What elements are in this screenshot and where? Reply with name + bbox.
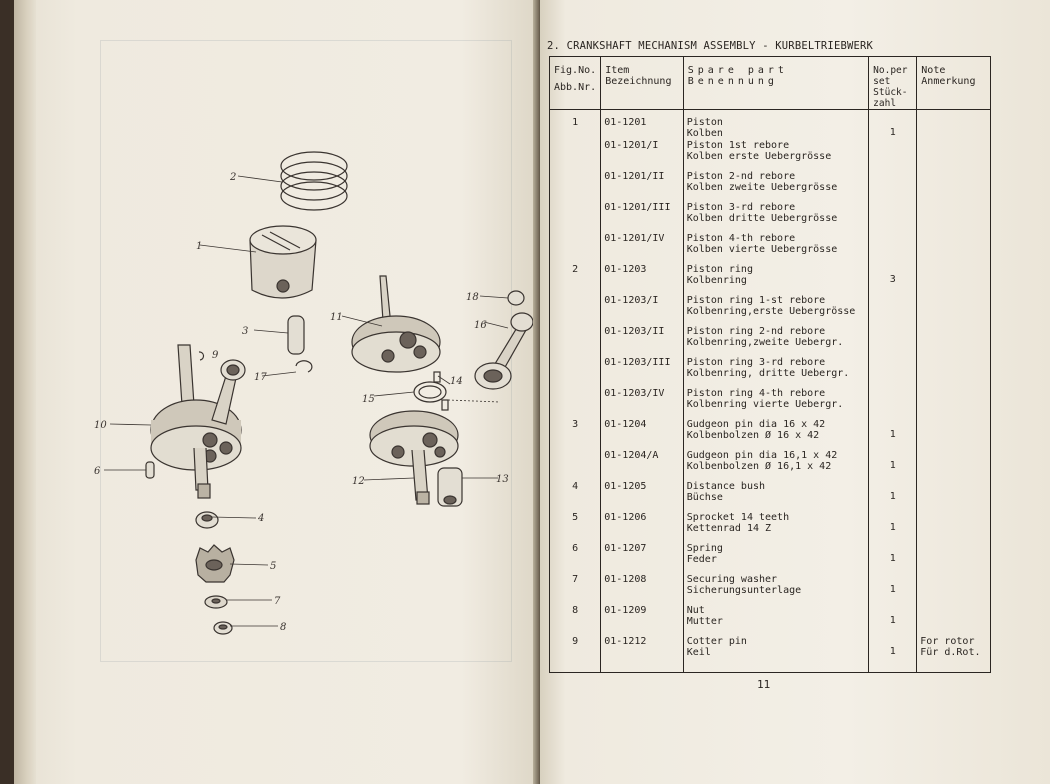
spare-part-cell-text: Keil	[686, 646, 711, 658]
callout-label: 4	[258, 513, 265, 524]
item-number-cell	[604, 203, 679, 234]
quantity-cell-text	[872, 389, 913, 399]
note-cell	[920, 141, 987, 172]
item-number-cell-text: 01-1203/I	[604, 295, 659, 306]
quantity-cell	[872, 358, 913, 389]
column-header-item: Item Bezeichnung	[601, 57, 683, 110]
spare-part-cell-text: Gudgeon pin dia 16 x 42	[686, 419, 826, 430]
quantity-cell	[872, 203, 913, 234]
quantity-cell	[872, 606, 913, 637]
callout-label: 3	[242, 326, 249, 337]
spare-part-cell	[687, 110, 865, 141]
spare-part-cell-text: Kolbenring,zweite Uebergr.	[686, 336, 844, 348]
note-cell	[920, 513, 987, 544]
fig-number-cell-text: 9	[572, 636, 579, 647]
spare-part-cell-text: Kolbenring vierte Uebergr.	[686, 398, 844, 410]
spare-part-cell-text: Sprocket 14 teeth	[686, 512, 790, 523]
item-number-cell	[604, 420, 679, 451]
item-number-cell-text: 01-1209	[604, 605, 647, 616]
callout-label: 2	[230, 172, 237, 183]
note-cell	[920, 637, 987, 668]
spare-part-cell-text: Distance bush	[686, 481, 766, 492]
quantity-cell	[872, 513, 913, 544]
item-number-cell-text: 01-1205	[604, 481, 647, 492]
gudgeon-pin-drawing	[288, 316, 304, 354]
fig-number-cell-text: 6	[572, 543, 579, 554]
item-number-cell	[604, 110, 679, 141]
nut-drawing	[214, 622, 232, 634]
callout-label: 9	[212, 350, 219, 361]
note-cell	[920, 296, 987, 327]
note-cell-text: For rotor	[920, 636, 975, 647]
item-number-cell	[604, 234, 679, 265]
note-cell	[920, 544, 987, 575]
spare-part-cell-text: Piston ring 2-nd rebore	[686, 326, 826, 337]
callout-label: 17	[254, 372, 267, 383]
section-title: 2. CRANKSHAFT MECHANISM ASSEMBLY - KURBELTRIEBWERK	[547, 40, 874, 52]
quantity-cell	[872, 296, 913, 327]
fig-number-cell-text: 7	[572, 574, 579, 585]
spare-parts-table	[549, 56, 991, 673]
crank-bush-drawing	[438, 468, 462, 506]
item-number-cell-text: 01-1203/IV	[604, 388, 665, 399]
callout-label: 13	[496, 474, 509, 485]
note-cell	[920, 420, 987, 451]
note-cell	[920, 265, 987, 296]
spare-part-cell-text: Kolbenring, dritte Uebergr.	[686, 367, 850, 379]
spare-part-cell	[687, 420, 865, 451]
small-bearing-drawing	[508, 291, 524, 305]
item-number-cell	[604, 451, 679, 482]
fig-number-cell	[553, 234, 597, 265]
item-number-cell-text: 01-1201/I	[604, 140, 659, 151]
sprocket-drawing	[196, 545, 234, 582]
note-cell	[920, 482, 987, 513]
item-number-cell	[604, 327, 679, 358]
securing-washer-drawing	[205, 596, 227, 608]
spare-part-cell	[687, 296, 865, 327]
spare-part-cell	[687, 575, 865, 606]
note-cell	[920, 203, 987, 234]
quantity-cell-text: 1	[889, 646, 896, 657]
callout-label: 18	[466, 292, 479, 303]
callout-label: 10	[94, 420, 107, 431]
quantity-cell-text: 3	[889, 274, 896, 285]
callout-label: 16	[474, 320, 487, 331]
item-number-cell-text: 01-1201/II	[604, 171, 665, 182]
fig-number-cell	[553, 420, 597, 451]
item-number-cell-text: 01-1201/IV	[604, 233, 665, 244]
callout-label: 5	[270, 561, 277, 572]
fig-number-cell	[553, 327, 597, 358]
spare-part-cell	[687, 482, 865, 513]
fig-number-cell	[553, 265, 597, 296]
spare-part-cell	[687, 265, 865, 296]
quantity-cell	[872, 482, 913, 513]
spare-part-cell-text: Gudgeon pin dia 16,1 x 42	[686, 450, 838, 461]
callout-label: 14	[450, 376, 463, 387]
quantity-cell	[872, 389, 913, 420]
spare-part-cell-text: Piston 2-nd rebore	[686, 171, 796, 182]
item-number-cell	[604, 482, 679, 513]
quantity-cell-text: 1	[889, 127, 896, 138]
note-cell	[920, 389, 987, 420]
quantity-cell-text	[872, 234, 913, 244]
spare-part-cell	[687, 513, 865, 544]
spare-part-cell-text: Nut	[686, 605, 705, 616]
spare-part-cell-text: Mutter	[686, 615, 723, 627]
small-pin-drawing-2	[442, 400, 448, 410]
note-cell-text: Für d.Rot.	[920, 646, 981, 658]
note-cell	[920, 606, 987, 637]
note-column	[917, 110, 991, 673]
fig-number-cell-text: 5	[572, 512, 579, 523]
column-header-fig-no: Fig.No. Abb.Nr.	[550, 57, 601, 110]
fig-number-cell	[553, 172, 597, 203]
fig-number-cell	[553, 513, 597, 544]
quantity-cell	[872, 141, 913, 172]
item-number-cell	[604, 296, 679, 327]
spare-part-cell-text: Piston ring 3-rd rebore	[686, 357, 826, 368]
spare-part-cell-text: Piston ring	[686, 264, 753, 275]
quantity-cell	[872, 110, 913, 141]
quantity-cell	[872, 172, 913, 203]
item-number-cell	[604, 513, 679, 544]
fig-number-cell	[553, 358, 597, 389]
fig-number-cell-text: 4	[572, 481, 579, 492]
item-number-cell	[604, 606, 679, 637]
item-number-cell	[604, 544, 679, 575]
item-number-cell-text: 01-1208	[604, 574, 647, 585]
page-number: 11	[757, 678, 771, 691]
thrust-washer-drawing	[414, 382, 446, 402]
table-body	[550, 110, 991, 673]
callout-label: 1	[196, 241, 203, 252]
item-number-cell	[604, 389, 679, 420]
note-cell	[920, 234, 987, 265]
cotter-pin-drawing	[199, 352, 204, 360]
fig-number-cell	[553, 296, 597, 327]
spare-part-cell-text: Piston 1st rebore	[686, 140, 790, 151]
fig-number-cell-text: 2	[572, 264, 579, 275]
item-number-cell-text: 01-1201/III	[604, 202, 671, 213]
column-header-note: Note Anmerkung	[917, 57, 991, 110]
spare-part-cell	[687, 234, 865, 265]
spare-part-cell-text: Büchse	[686, 491, 723, 503]
item-number-cell-text: 01-1204/A	[604, 450, 659, 461]
item-number-cell	[604, 358, 679, 389]
spare-part-cell-text: Feder	[686, 553, 717, 565]
quantity-cell-text: 1	[889, 522, 896, 533]
item-number-cell	[604, 575, 679, 606]
spare-part-cell	[687, 141, 865, 172]
spare-part-cell-text: Piston	[686, 117, 723, 128]
quantity-cell	[872, 544, 913, 575]
fig-number-cell-text: 8	[572, 605, 579, 616]
column-header-quantity: No.per set Stück- zahl	[869, 57, 917, 110]
note-cell	[920, 575, 987, 606]
spare-part-cell-text: Kolbenbolzen Ø 16,1 x 42	[686, 460, 832, 472]
fig-number-cell-text: 1	[572, 117, 579, 128]
spare-part-column	[683, 110, 868, 673]
callout-label: 12	[352, 476, 365, 487]
spare-part-cell	[687, 172, 865, 203]
spare-part-cell-text: Kolben vierte Uebergrösse	[686, 243, 838, 255]
fig-number-cell	[553, 575, 597, 606]
piston-ring-drawing	[281, 152, 347, 210]
quantity-cell	[872, 265, 913, 296]
item-number-cell-text: 01-1206	[604, 512, 647, 523]
spare-part-cell-text: Kolbenring,erste Uebergrösse	[686, 305, 856, 317]
spare-part-cell-text: Kolbenring	[686, 274, 747, 286]
callout-label: 7	[274, 596, 281, 607]
callout-label: 8	[280, 622, 287, 633]
note-cell	[920, 358, 987, 389]
fig-number-cell	[553, 544, 597, 575]
piston-drawing	[250, 226, 316, 298]
fig-number-cell	[553, 110, 597, 141]
quantity-cell-text	[872, 172, 913, 182]
spring-drawing	[146, 462, 154, 478]
fig-number-cell-text: 3	[572, 419, 579, 430]
quantity-column	[869, 110, 917, 673]
spare-part-cell	[687, 358, 865, 389]
quantity-cell-text: 1	[889, 460, 896, 471]
connecting-rod-drawing	[212, 360, 245, 424]
quantity-cell	[872, 420, 913, 451]
fig-number-cell	[553, 203, 597, 234]
spare-part-cell-text: Kolben	[686, 127, 723, 139]
quantity-cell-text: 1	[889, 429, 896, 440]
callout-label: 11	[330, 312, 343, 323]
note-cell	[920, 172, 987, 203]
column-header-spare-part: Spare part Benennung	[683, 57, 868, 110]
circlip-drawing	[296, 361, 312, 372]
spare-part-cell-text: Piston 3-rd rebore	[686, 202, 796, 213]
item-column	[601, 110, 683, 673]
quantity-cell-text	[872, 141, 913, 151]
quantity-cell-text	[872, 296, 913, 306]
distance-bush-drawing	[196, 512, 218, 528]
spare-part-cell-text: Spring	[686, 543, 723, 554]
quantity-cell	[872, 327, 913, 358]
fig-number-cell	[553, 482, 597, 513]
spare-part-cell-text: Piston ring 1-st rebore	[686, 295, 826, 306]
quantity-cell-text	[872, 358, 913, 368]
callout-label: 15	[362, 394, 375, 405]
quantity-cell-text	[872, 327, 913, 337]
fig-number-cell	[553, 637, 597, 668]
spare-part-cell-text: Kolbenbolzen Ø 16 x 42	[686, 429, 820, 441]
note-cell	[920, 110, 987, 141]
item-number-cell-text: 01-1203/II	[604, 326, 665, 337]
fig-number-cell	[553, 606, 597, 637]
note-cell	[920, 327, 987, 358]
callout-label: 6	[94, 466, 101, 477]
fig-column	[550, 110, 601, 673]
item-number-cell-text: 01-1203/III	[604, 357, 671, 368]
spare-part-cell	[687, 544, 865, 575]
spare-part-cell-text: Kolben dritte Uebergrösse	[686, 212, 838, 224]
spare-part-cell	[687, 389, 865, 420]
spare-part-cell-text: Kolben erste Uebergrösse	[686, 150, 832, 162]
spare-part-cell	[687, 327, 865, 358]
quantity-cell-text: 1	[889, 615, 896, 626]
quantity-cell	[872, 451, 913, 482]
fig-number-cell	[553, 389, 597, 420]
item-number-cell-text: 01-1203	[604, 264, 647, 275]
spare-part-cell-text: Securing washer	[686, 574, 778, 585]
spare-part-cell-text: Kolben zweite Uebergrösse	[686, 181, 838, 193]
spare-part-cell-text: Kettenrad 14 Z	[686, 522, 772, 534]
quantity-cell-text: 1	[889, 491, 896, 502]
quantity-cell-text: 1	[889, 553, 896, 564]
spare-part-cell-text: Sicherungsunterlage	[686, 584, 802, 596]
spare-part-cell	[687, 203, 865, 234]
quantity-cell	[872, 637, 913, 668]
quantity-cell-text: 1	[889, 584, 896, 595]
fig-number-cell	[553, 451, 597, 482]
item-number-cell	[604, 172, 679, 203]
spare-part-cell	[687, 637, 865, 668]
spare-part-cell-text: Piston ring 4-th rebore	[686, 388, 826, 399]
item-number-cell	[604, 141, 679, 172]
item-number-cell	[604, 265, 679, 296]
item-number-cell-text: 01-1207	[604, 543, 647, 554]
spare-part-cell	[687, 451, 865, 482]
item-number-cell-text: 01-1212	[604, 636, 647, 647]
table-header-row	[550, 57, 991, 110]
spare-part-cell-text: Piston 4-th rebore	[686, 233, 796, 244]
quantity-cell	[872, 234, 913, 265]
upper-crank-web-drawing	[352, 276, 440, 372]
quantity-cell	[872, 575, 913, 606]
fig-number-cell	[553, 141, 597, 172]
spare-part-cell-text: Cotter pin	[686, 636, 747, 647]
item-number-cell-text: 01-1204	[604, 419, 647, 430]
spare-part-cell	[687, 606, 865, 637]
item-number-cell-text: 01-1201	[604, 117, 647, 128]
quantity-cell-text	[872, 203, 913, 213]
note-cell	[920, 451, 987, 482]
item-number-cell	[604, 637, 679, 668]
